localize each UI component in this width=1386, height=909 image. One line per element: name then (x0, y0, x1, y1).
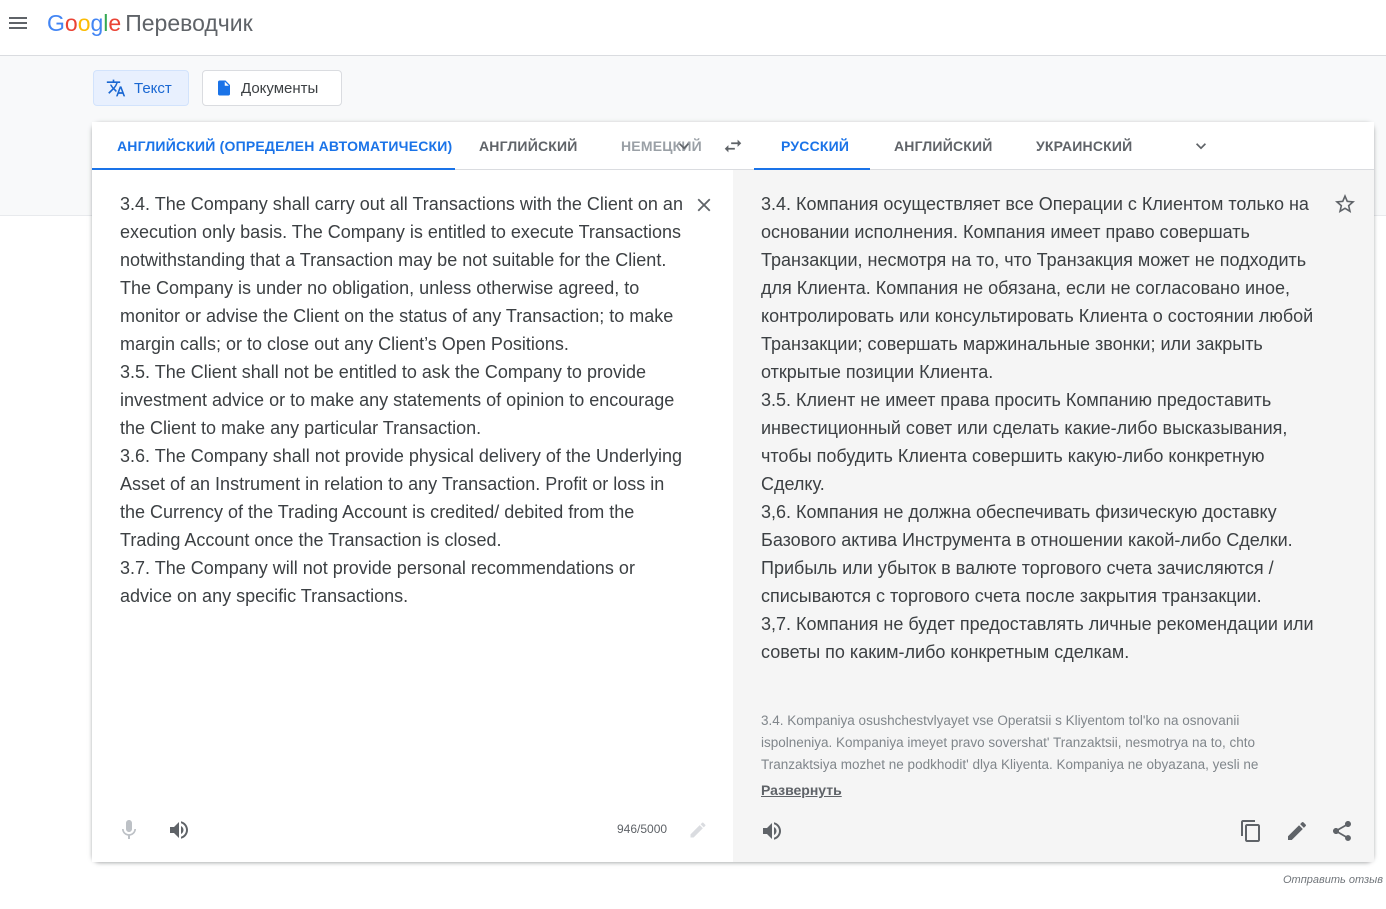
logo-letter: e (108, 10, 122, 36)
text-mode-label: Текст (134, 79, 172, 97)
documents-mode-label: Документы (241, 79, 319, 97)
source-lang-tab-german[interactable]: НЕМЕЦКИЙ (621, 138, 702, 154)
mic-icon[interactable] (117, 818, 141, 842)
star-icon[interactable] (1333, 192, 1357, 216)
share-icon[interactable] (1330, 819, 1354, 843)
send-feedback-link[interactable]: Отправить отзыв (1283, 874, 1383, 886)
text-mode-button[interactable] (93, 70, 189, 106)
translate-icon (106, 78, 126, 98)
source-lang-tab-detected[interactable]: АНГЛИЙСКИЙ (ОПРЕДЕЛЕН АВТОМАТИЧЕСКИ) (92, 122, 455, 170)
logo-letter: g (90, 10, 104, 36)
volume-icon[interactable] (760, 819, 784, 843)
source-textarea[interactable]: 3.4. The Company shall carry out all Transactions with the Client on an execution only basis. The Company is entitled to execute Transactions notwithstanding that a Transaction may be not suitable for the Client. The Company is under no obligation, unless otherwise agreed, to monitor or advise the Client on the status of any Transaction; to make margin calls; or to close out any Client’s Open Positions. 3.5. The Client shall not be entitled to ask the Company to provide investment advice or to make any statements of opinion to encourage the Client to make any particular Transaction. 3.6. The Company shall not provide physical delivery of the Underlying Asset of an Instrument in relation to any Transaction. Profit or loss in the Currency of the Trading Account is credited/ debited from the Trading Account once the Transaction is closed. 3.7. The Company will not provide personal recommendations or advice on any specific Transactions. (120, 194, 683, 606)
logo-letter: o (64, 10, 78, 36)
document-icon (215, 78, 233, 98)
swap-icon[interactable] (722, 135, 744, 157)
expand-link[interactable]: Развернуть (761, 782, 842, 798)
character-count: 946/5000 (617, 822, 668, 836)
language-bar (92, 122, 1374, 170)
target-lang-tab-english[interactable]: АНГЛИЙСКИЙ (894, 138, 993, 154)
google-translate-logo[interactable] (47, 10, 253, 37)
translation-card (92, 122, 1374, 862)
copy-icon[interactable] (1239, 819, 1263, 843)
logo-letter: o (77, 10, 91, 36)
top-app-bar (0, 0, 1386, 56)
hamburger-icon[interactable] (9, 14, 29, 32)
target-lang-tab-ukrainian[interactable]: УКРАИНСКИЙ (1036, 138, 1133, 154)
product-name: Переводчик (125, 10, 253, 36)
target-lang-tab-russian[interactable]: РУССКИЙ (754, 122, 870, 170)
volume-icon[interactable] (167, 818, 191, 842)
logo-letter: G (47, 10, 65, 36)
logo-letter: l (103, 10, 109, 36)
documents-mode-button[interactable] (202, 70, 342, 106)
chevron-down-icon[interactable] (674, 136, 694, 156)
source-pane (92, 170, 733, 862)
chevron-down-icon[interactable] (1191, 136, 1211, 156)
close-icon[interactable] (693, 194, 715, 216)
pencil-icon[interactable] (1285, 819, 1309, 843)
source-lang-tab-english[interactable]: АНГЛИЙСКИЙ (479, 138, 578, 154)
transliteration-text: 3.4. Kompaniya osushchestvlyayet vse Operatsii s Kliyentom tol'ko na osnovanii ispolneniya. Kompaniya imeyet pravo sovershat' Tranzaktsii, nesmotrya na to, chto Tranzaktsiya mozhet ne podkhodit' dlya Kliyenta. Kompaniya ne obyazana, yesli ne (761, 713, 1259, 772)
target-pane (733, 170, 1374, 862)
pencil-icon[interactable] (688, 820, 708, 840)
translation-output: 3.4. Компания осуществляет все Операции с Клиентом только на основании исполнения. Компания имеет право совершать Транзакции, несмотря на то, что Транзакция может не подходить для Клиента. Компания не обязана, если не согласовано иное, контролировать или консультировать Клиента о состоянии любой Транзакции; совершать маржинальные звонки; или закрыть открытые позиции Клиента. 3.5. Клиент не имеет права просить Компанию предоставить инвестиционный совет или сделать какие-либо высказывания, чтобы побудить Клиента совершить какую-либо конкретную Сделку. 3,6. Компания не должна обеспечивать физическую доставку Базового актива Инструмента в отношении какой-либо Сделки. Прибыль или убыток в валюте торгового счета зачисляются / списываются с торгового счета после закрытия транзакции. 3,7. Компания не будет предоставлять личные рекомендации или советы по каким-либо конкретным сделкам. (761, 194, 1314, 662)
